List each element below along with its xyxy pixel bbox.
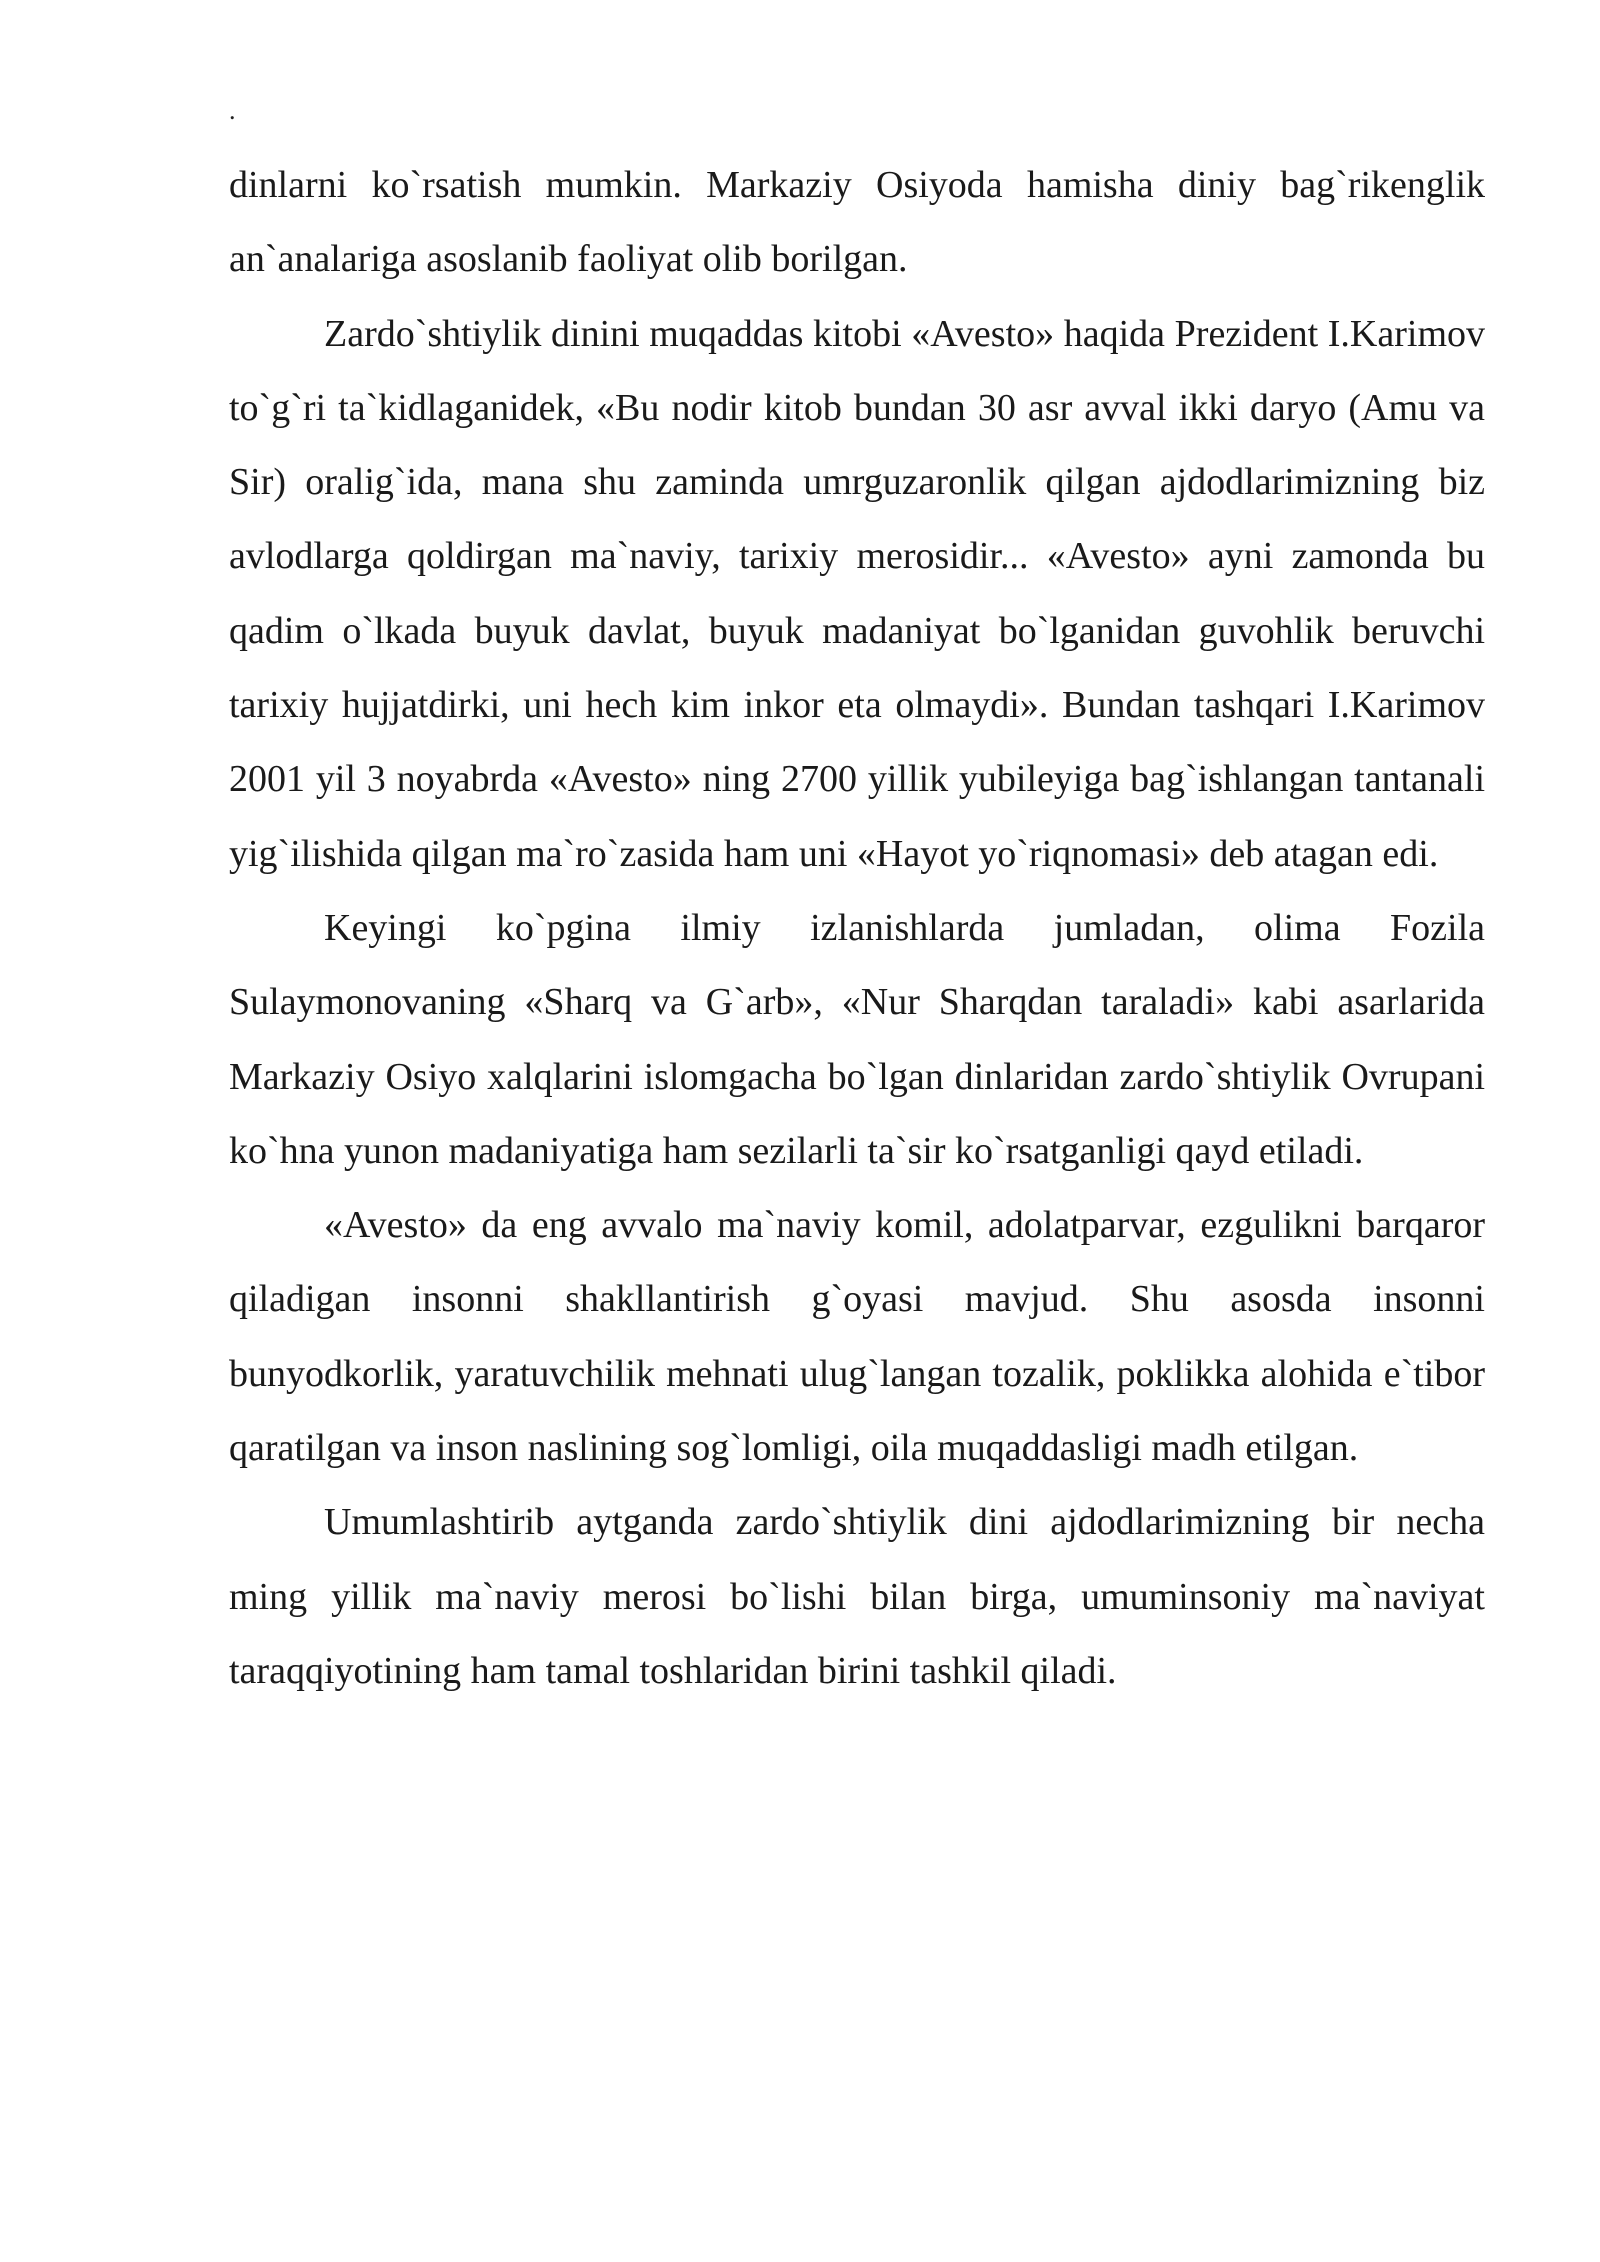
- paragraph-avesto-ideas: «Avesto» da eng avvalo ma`naviy komil, adolatparvar, ezgulikni barqaror qiladigan insonni shakllantirish g`oyasi mavjud. Shu asosda insonni bunyodkorlik, yaratuvchilik mehnati ulug`langan tozalik, poklikka alohida e`tibor qaratilgan va inson naslining sog`lomligi, oila muqaddasligi madh etilgan.: [229, 1204, 1485, 1470]
- paragraph-avesto-quote: Zardo`shtiylik dinini muqaddas kitobi «Avesto» haqida Prezident I.Karimov to`g`ri ta`kidlaganidek, «Bu nodir kitob bundan 30 asr avval ikki daryo (Amu va Sir) oralig`ida, mana shu zaminda umrguzaronlik qilgan ajdodlarimizning biz avlodlarga qoldirgan ma`naviy, tarixiy merosidir... «Avesto» ayni zamonda bu qadim o`lkada buyuk davlat, buyuk madaniyat bo`lganidan guvohlik beruvchi tarixiy hujjatdirki, uni hech kim inkor eta olmaydi». Bundan tashqari I.Karimov 2001 yil 3 noyabrda «Avesto» ning 2700 yillik yubileyiga bag`ishlangan tantanali yig`ilishida qilgan ma`ro`zasida ham uni «Hayot yo`riqnomasi» deb atagan edi.: [229, 312, 1485, 875]
- page-marker: .: [229, 96, 236, 125]
- paragraph-research: Keyingi ko`pgina ilmiy izlanishlarda jumladan, olima Fozila Sulaymonovaning «Sharq va G`arb», «Nur Sharqdan taraladi» kabi asarlarida Markaziy Osiyo xalqlarini islomgacha bo`lgan dinlaridan zardo`shtiylik Ovrupani ko`hna yunon madaniyatiga ham sezilarli ta`sir ko`rsatganligi qayd etiladi.: [229, 906, 1485, 1172]
- paragraph-conclusion: Umumlashtirib aytganda zardo`shtiylik dini ajdodlarimizning bir necha ming yillik ma`naviy merosi bo`lishi bilan birga, umuminsoniy ma`naviyat taraqqiyotining ham tamal toshlaridan birini tashkil qiladi.: [229, 1501, 1485, 1692]
- body-text: [229, 148, 1485, 1708]
- paragraph-continuation: dinlarni ko`rsatish mumkin. Markaziy Osiyoda hamisha diniy bag`rikenglik an`analariga asoslanib faoliyat olib borilgan.: [229, 164, 1485, 281]
